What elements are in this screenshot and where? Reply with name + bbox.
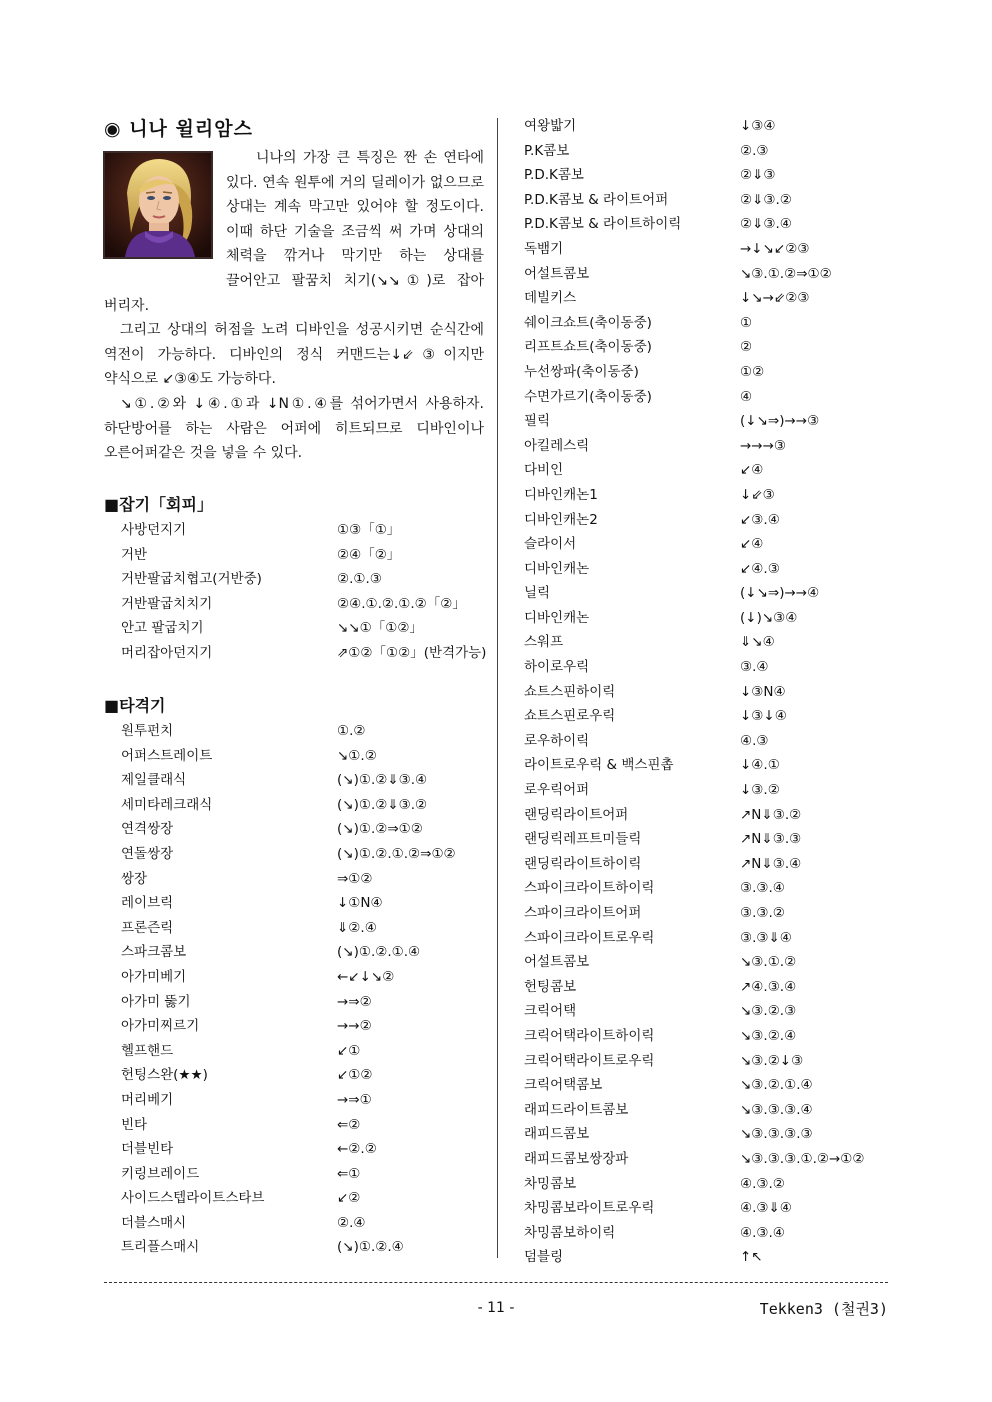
move-row [524,385,904,410]
move-command: ↓③④ [740,118,776,134]
move-command: ②④「②」 [337,546,401,563]
move-name: 닐릭 [524,585,551,602]
move-row [121,891,491,916]
move-row [524,212,904,237]
move-command: ①.② [337,723,366,739]
move-command: ↓④.① [740,757,780,774]
move-name: 스파이크라이트로우릭 [524,929,655,946]
move-name: 디바인캐논2 [524,511,598,528]
move-command: →⇒① [337,1091,372,1108]
move-row [524,975,904,1000]
move-command: ④.③.④ [740,1224,785,1241]
move-command: ↓③↓④ [740,708,787,725]
move-row [524,999,904,1024]
move-row [121,1211,491,1236]
move-row [524,335,904,360]
move-row [524,237,904,262]
move-name: 거반 [121,546,148,563]
move-command: ④.③.② [740,1175,785,1192]
move-name: 어퍼스트레이트 [121,747,213,764]
move-name: P.K콤보 [524,142,570,159]
move-command: ↙④ [740,536,764,553]
move-name: 스파크콤보 [121,944,187,961]
move-row [121,543,491,568]
move-row [121,793,491,818]
move-command: ↘③.③.③.④ [740,1101,813,1118]
move-command: ④ [740,388,753,405]
move-name: 빈타 [121,1116,148,1133]
intro-paragraph-1: 니나의 가장 큰 특징은 짠 손 연타에 있다. 연속 원투에 거의 딜레이가 없으므로 상대는 계속 막고만 있어야 할 정도이다. 이때 하단 기술을 조금씩 써 가며 상대의 체력을 깎거나 막기만 하는 상대를 끌어안고 팔꿈치 치기(↘↘①)로 잡아 버리자. [104,150,484,314]
move-name: 거반팔굽치협고(거반중) [121,571,262,588]
move-name: 연격쌍장 [121,821,174,838]
move-row [524,1098,904,1123]
move-name: 래피드콤보 [524,1126,590,1143]
move-row [524,729,904,754]
move-row [524,483,904,508]
move-command: (↘)①.②⇓③.④ [337,772,428,789]
move-command: ④.③ [740,732,769,749]
move-row [524,139,904,164]
move-command: ②⇓③.② [740,191,792,208]
move-name: 차밍콤보라이트로우릭 [524,1200,655,1217]
move-name: P.D.K콤보 & 라이트하이릭 [524,216,682,233]
move-name: 머리베기 [121,1091,174,1108]
strike-move-list [121,719,491,1260]
move-command: ↓↘→⇙②③ [740,290,810,307]
move-row [524,852,904,877]
move-command: (↓↘⇒)→→③ [740,413,820,430]
move-row [524,876,904,901]
move-command: ⇐① [337,1165,361,1182]
move-row [524,311,904,336]
move-command: ②.④ [337,1214,366,1231]
move-row [524,827,904,852]
move-command: ↙①② [337,1067,373,1084]
move-row [524,655,904,680]
move-row [121,1088,491,1113]
move-row [121,1063,491,1088]
move-name: 스파이크라이트하이릭 [524,880,655,897]
move-row [524,1245,904,1270]
intro-text [104,146,484,466]
move-name: 랜딩릭라이트하이릭 [524,855,642,872]
move-row [121,867,491,892]
move-name: 제일클래식 [121,772,187,789]
move-row [121,1014,491,1039]
move-name: 아가미베기 [121,968,187,985]
move-row [524,557,904,582]
move-command: ⇒①② [337,870,373,887]
strike-section-heading: ■타격기 [104,696,166,715]
move-name: 크릭어택라이트하이릭 [524,1027,655,1044]
move-name: P.D.K콤보 & 라이트어퍼 [524,191,669,208]
move-name: 헌팅스완(★★) [121,1067,208,1084]
move-row [121,1113,491,1138]
move-command: ①② [740,363,765,380]
move-row [121,616,491,641]
intro-paragraph-2: 그리고 상대의 허점을 노려 디바인을 성공시키면 순식간에 역전이 가능하다. 디바인의 정식 커맨드는↓⇙③이지만 약식으로 ↙③④도 가능하다. [104,322,484,388]
move-name: 쉐이크쇼트(축이동중) [524,314,652,331]
move-command: ① [740,314,753,331]
move-command: ⇗①②「①②」(반격가능) [337,644,487,661]
move-command: (↘)①.②⇓③.② [337,796,428,813]
move-command: ↓⇙③ [740,486,775,503]
move-command: ③.③.④ [740,880,785,897]
move-command: ↘③.②↓③ [740,1052,804,1069]
move-command: ③.③.② [740,905,785,921]
move-name: 크릭어택라이트로우릭 [524,1052,655,1069]
move-row [121,1186,491,1211]
move-name: 헌팅콤보 [524,978,577,995]
move-command: ↘③.②.③ [740,1003,797,1020]
move-name: 로우하이릭 [524,732,590,749]
move-command: ↙① [337,1042,361,1059]
move-name: 사방던지기 [121,522,187,538]
right-move-list [524,114,904,1270]
move-name: 연돌쌍장 [121,845,174,862]
column-divider [497,118,498,1258]
move-command: (↘)①.②.④ [337,1239,404,1256]
move-row [524,114,904,139]
move-command: ①③「①」 [337,522,401,538]
move-command: ↗N⇓③.③ [740,831,802,848]
move-name: 크릭어택 [524,1003,577,1020]
move-name: 스워프 [524,634,564,651]
move-row [524,286,904,311]
move-name: 독뱀기 [524,240,564,257]
move-command: ④.③⇓④ [740,1200,792,1217]
move-row [121,817,491,842]
move-row [524,434,904,459]
move-name: 쇼트스핀하이릭 [524,683,616,700]
move-command: ②⇓③.④ [740,216,792,233]
move-name: 아킬레스릭 [524,437,590,454]
move-name: 스파이크라이트어퍼 [524,905,642,921]
move-row [121,567,491,592]
move-command: ⇓②.④ [337,919,377,936]
move-row [524,1024,904,1049]
move-command: ② [740,339,753,356]
move-row [121,1235,491,1260]
move-command: ↘↘①「①②」 [337,620,423,637]
move-command: ↘③.③.③.③ [740,1126,813,1143]
move-row [121,1039,491,1064]
move-name: 리프트쇼트(축이동중) [524,339,652,356]
move-command: ②.③ [740,142,769,159]
move-row [524,360,904,385]
move-row [121,990,491,1015]
move-row [524,508,904,533]
move-row [524,1147,904,1172]
move-name: 쇼트스핀로우릭 [524,708,616,725]
move-row [524,753,904,778]
move-command: ←↙↓↘② [337,968,395,985]
move-name: 수면가르기(축이동중) [524,388,652,405]
move-name: 래피드콤보쌍장파 [524,1150,629,1167]
move-row [524,778,904,803]
move-row [121,719,491,744]
move-row [524,1196,904,1221]
move-name: 필릭 [524,413,551,430]
move-row [121,592,491,617]
move-row [121,842,491,867]
move-command: ↘③.②.①.④ [740,1077,813,1094]
move-name: 누선쌍파(축이동중) [524,363,639,380]
move-row [524,803,904,828]
move-row [121,1137,491,1162]
move-row [524,1221,904,1246]
move-name: 하이로우릭 [524,659,590,676]
move-name: 덤블링 [524,1249,564,1266]
move-name: 더블스매시 [121,1214,187,1231]
move-row [524,163,904,188]
move-name: 안고 팔굽치기 [121,620,204,637]
move-name: 데빌키스 [524,290,577,307]
move-name: 슬라이서 [524,536,577,553]
intro-paragraph-3: ↘①.②와 ↓④.①과 ↓N①.④를 섞어가면서 사용하자. 하단방어를 하는 사람은 어퍼에 히트되므로 디바인이나 오른어퍼같은 것을 넣을 수 있다. [104,395,484,462]
move-row [524,901,904,926]
move-name: 랜딩릭라이트어퍼 [524,806,629,823]
move-command: ↙④.③ [740,560,780,577]
move-name: 거반팔굽치치기 [121,595,213,612]
move-row [524,630,904,655]
move-command: (↘)①.②.①.④ [337,944,421,961]
move-command: (↘)①.②.①.②⇒①② [337,845,456,862]
grab-section-heading: ■잡기「회피」 [104,495,213,514]
move-name: 크릭어택콤보 [524,1077,603,1094]
move-row [524,1073,904,1098]
move-name: 사이드스텝라이트스타브 [121,1190,265,1207]
move-command: ②.①.③ [337,571,382,588]
move-name: 라이트로우릭 & 백스핀촙 [524,757,674,774]
move-name: 쌍장 [121,870,148,887]
move-name: 키링브레이드 [121,1165,200,1182]
move-command: ⇐② [337,1116,361,1133]
move-row [524,1172,904,1197]
move-row [121,940,491,965]
footer-rule [104,1282,888,1283]
move-command: ③.③⇓④ [740,929,792,946]
move-command: →→→③ [740,437,787,454]
move-command: (↓↘⇒)→→④ [740,585,820,602]
move-row [524,409,904,434]
move-name: 랜딩릭레프트미들릭 [524,831,642,848]
move-row [524,926,904,951]
move-name: 디바인캐논1 [524,486,598,503]
move-name: 어설트콤보 [524,954,590,971]
move-command: (↘)①.②⇒①② [337,821,423,838]
move-command: →→② [337,1018,372,1035]
move-command: ②⇓③ [740,167,776,184]
move-row [524,581,904,606]
move-name: 여왕밟기 [524,118,577,134]
move-command: ↘③.②.④ [740,1027,797,1044]
move-row [524,532,904,557]
move-name: 어설트콤보 [524,265,590,282]
move-row [524,262,904,287]
move-command: ↓③N④ [740,683,786,700]
move-command: ↓③.② [740,782,780,799]
move-row [121,916,491,941]
move-command: ←②.② [337,1141,377,1158]
move-command: (↓)↘③④ [740,609,798,626]
move-row [524,188,904,213]
move-name: 차밍콤보 [524,1175,577,1192]
move-command: ↘①.② [337,747,377,764]
move-name: 아가미 뚫기 [121,993,191,1010]
move-name: 머리잡아던지기 [121,644,213,661]
move-command: ②④.①.②.①.②「②」 [337,595,466,612]
move-name: 트리플스매시 [121,1239,200,1256]
move-row [524,950,904,975]
move-row [524,1122,904,1147]
move-command: ↗N⇓③.④ [740,855,802,872]
move-name: 디바인캐논 [524,609,590,626]
move-command: ↙③.④ [740,511,780,528]
move-name: 헬프핸드 [121,1042,174,1059]
footer-title: Tekken3 (철권3) [759,1300,888,1318]
move-command: ↘③.③.③.①.②→①② [740,1150,865,1167]
move-command: ↓①N④ [337,895,383,912]
move-row [524,458,904,483]
move-name: 로우릭어퍼 [524,782,590,799]
move-command: ⇓↘④ [740,634,775,651]
move-row [121,1162,491,1187]
page-number: - 11 - [477,1300,515,1316]
move-name: P.D.K콤보 [524,167,584,184]
move-name: 래피드라이트콤보 [524,1101,629,1118]
move-name: 차밍콤보하이릭 [524,1224,616,1241]
move-name: 프론즌릭 [121,919,174,936]
move-name: 아가미찌르기 [121,1018,200,1035]
move-command: ↗④.③.④ [740,978,797,995]
move-command: ↘③.①.② [740,954,797,971]
move-name: 더블빈타 [121,1141,174,1158]
move-row [524,606,904,631]
move-row [121,744,491,769]
move-name: 세미타레크래식 [121,796,213,813]
move-row [121,641,491,666]
move-name: 원투펀치 [121,723,174,739]
page-title: ◉ 니나 윌리암스 [104,118,253,140]
move-row [524,704,904,729]
move-command: ③.④ [740,659,769,676]
move-name: 다비인 [524,462,564,479]
move-command: ↗N⇓③.② [740,806,802,823]
move-row [121,518,491,543]
move-row [121,768,491,793]
move-name: 레이브릭 [121,895,174,912]
move-command: ↘③.①.②⇒①② [740,265,832,282]
move-command: ↑↖ [740,1249,763,1266]
move-command: →⇒② [337,993,372,1010]
grab-move-list [121,518,491,666]
move-command: ↙② [337,1190,361,1207]
move-row [121,965,491,990]
move-command: ↙④ [740,462,764,479]
move-row [524,1049,904,1074]
move-row [524,680,904,705]
move-command: →↓↘↙②③ [740,240,810,257]
move-name: 디바인캐논 [524,560,590,577]
